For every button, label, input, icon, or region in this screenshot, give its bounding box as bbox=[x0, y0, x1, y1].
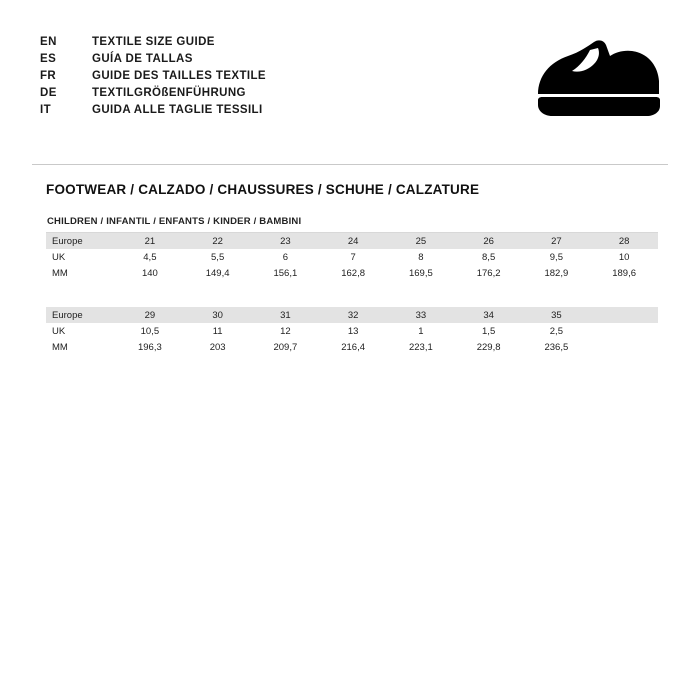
table-spacer bbox=[46, 281, 658, 307]
table-cell: 209,7 bbox=[252, 339, 320, 355]
table-cell: 35 bbox=[523, 307, 591, 323]
language-row bbox=[40, 87, 266, 104]
table-cell: 223,1 bbox=[387, 339, 455, 355]
language-row bbox=[40, 53, 266, 70]
table-cell: 4,5 bbox=[116, 249, 184, 265]
table-cell: 12 bbox=[252, 323, 320, 339]
size-table-children-2 bbox=[46, 307, 658, 355]
table-cell: 176,2 bbox=[455, 265, 523, 281]
table-cell: 26 bbox=[455, 233, 523, 249]
table-cell: 8 bbox=[387, 249, 455, 265]
table-cell bbox=[590, 307, 658, 323]
table-row bbox=[46, 249, 658, 265]
table-cell: 29 bbox=[116, 307, 184, 323]
table-cell: 30 bbox=[184, 307, 252, 323]
section-title: FOOTWEAR / CALZADO / CHAUSSURES / SCHUHE / CALZATURE bbox=[46, 182, 480, 197]
table-cell: 1 bbox=[387, 323, 455, 339]
table-cell: 203 bbox=[184, 339, 252, 355]
language-code: IT bbox=[40, 104, 52, 116]
table-cell: 23 bbox=[252, 233, 320, 249]
shoe-icon bbox=[528, 36, 668, 122]
group-label: CHILDREN / INFANTIL / ENFANTS / KINDER / BAMBINI bbox=[47, 216, 302, 227]
language-code: ES bbox=[40, 53, 57, 65]
row-label: MM bbox=[46, 265, 116, 281]
row-label: UK bbox=[46, 323, 116, 339]
table-cell: 11 bbox=[184, 323, 252, 339]
language-code: EN bbox=[40, 36, 57, 48]
table-cell: 182,9 bbox=[523, 265, 591, 281]
table-cell: 33 bbox=[387, 307, 455, 323]
table-cell: 229,8 bbox=[455, 339, 523, 355]
table-cell: 169,5 bbox=[387, 265, 455, 281]
size-tables bbox=[46, 212, 658, 355]
table-cell: 32 bbox=[319, 307, 387, 323]
table-cell: 189,6 bbox=[590, 265, 658, 281]
table-cell: 5,5 bbox=[184, 249, 252, 265]
table-cell bbox=[590, 323, 658, 339]
table-cell: 6 bbox=[252, 249, 320, 265]
table-cell: 21 bbox=[116, 233, 184, 249]
table-cell: 1,5 bbox=[455, 323, 523, 339]
table-cell: 2,5 bbox=[523, 323, 591, 339]
table-cell: 10 bbox=[590, 249, 658, 265]
table-cell: 8,5 bbox=[455, 249, 523, 265]
header-divider bbox=[32, 164, 668, 165]
table-cell: 13 bbox=[319, 323, 387, 339]
table-cell: 140 bbox=[116, 265, 184, 281]
language-text: TEXTILGRÖßENFÜHRUNG bbox=[92, 87, 246, 99]
language-code: FR bbox=[40, 70, 57, 82]
table-cell: 10,5 bbox=[116, 323, 184, 339]
table-cell: 236,5 bbox=[523, 339, 591, 355]
table-cell: 31 bbox=[252, 307, 320, 323]
language-text: TEXTILE SIZE GUIDE bbox=[92, 36, 215, 48]
table-cell: 28 bbox=[590, 233, 658, 249]
table-cell: 22 bbox=[184, 233, 252, 249]
table-row bbox=[46, 265, 658, 281]
row-label: Europe bbox=[46, 307, 116, 323]
table-cell: 25 bbox=[387, 233, 455, 249]
table-cell: 34 bbox=[455, 307, 523, 323]
table-cell: 216,4 bbox=[319, 339, 387, 355]
table-cell: 7 bbox=[319, 249, 387, 265]
language-row bbox=[40, 104, 266, 121]
row-label: UK bbox=[46, 249, 116, 265]
row-label: Europe bbox=[46, 233, 116, 249]
table-cell: 149,4 bbox=[184, 265, 252, 281]
language-row bbox=[40, 36, 266, 53]
table-cell: 156,1 bbox=[252, 265, 320, 281]
language-text: GUÍA DE TALLAS bbox=[92, 53, 193, 65]
table-row bbox=[46, 339, 658, 355]
table-cell: 196,3 bbox=[116, 339, 184, 355]
language-code: DE bbox=[40, 87, 57, 99]
table-cell bbox=[590, 339, 658, 355]
language-row bbox=[40, 70, 266, 87]
table-cell: 27 bbox=[523, 233, 591, 249]
table-row bbox=[46, 307, 658, 323]
table-cell: 9,5 bbox=[523, 249, 591, 265]
table-row bbox=[46, 233, 658, 249]
size-table-children-1 bbox=[46, 233, 658, 281]
table-row bbox=[46, 323, 658, 339]
row-label: MM bbox=[46, 339, 116, 355]
language-text: GUIDE DES TAILLES TEXTILE bbox=[92, 70, 266, 82]
language-table bbox=[40, 36, 266, 121]
table-cell: 24 bbox=[319, 233, 387, 249]
table-cell: 162,8 bbox=[319, 265, 387, 281]
language-text: GUIDA ALLE TAGLIE TESSILI bbox=[92, 104, 263, 116]
